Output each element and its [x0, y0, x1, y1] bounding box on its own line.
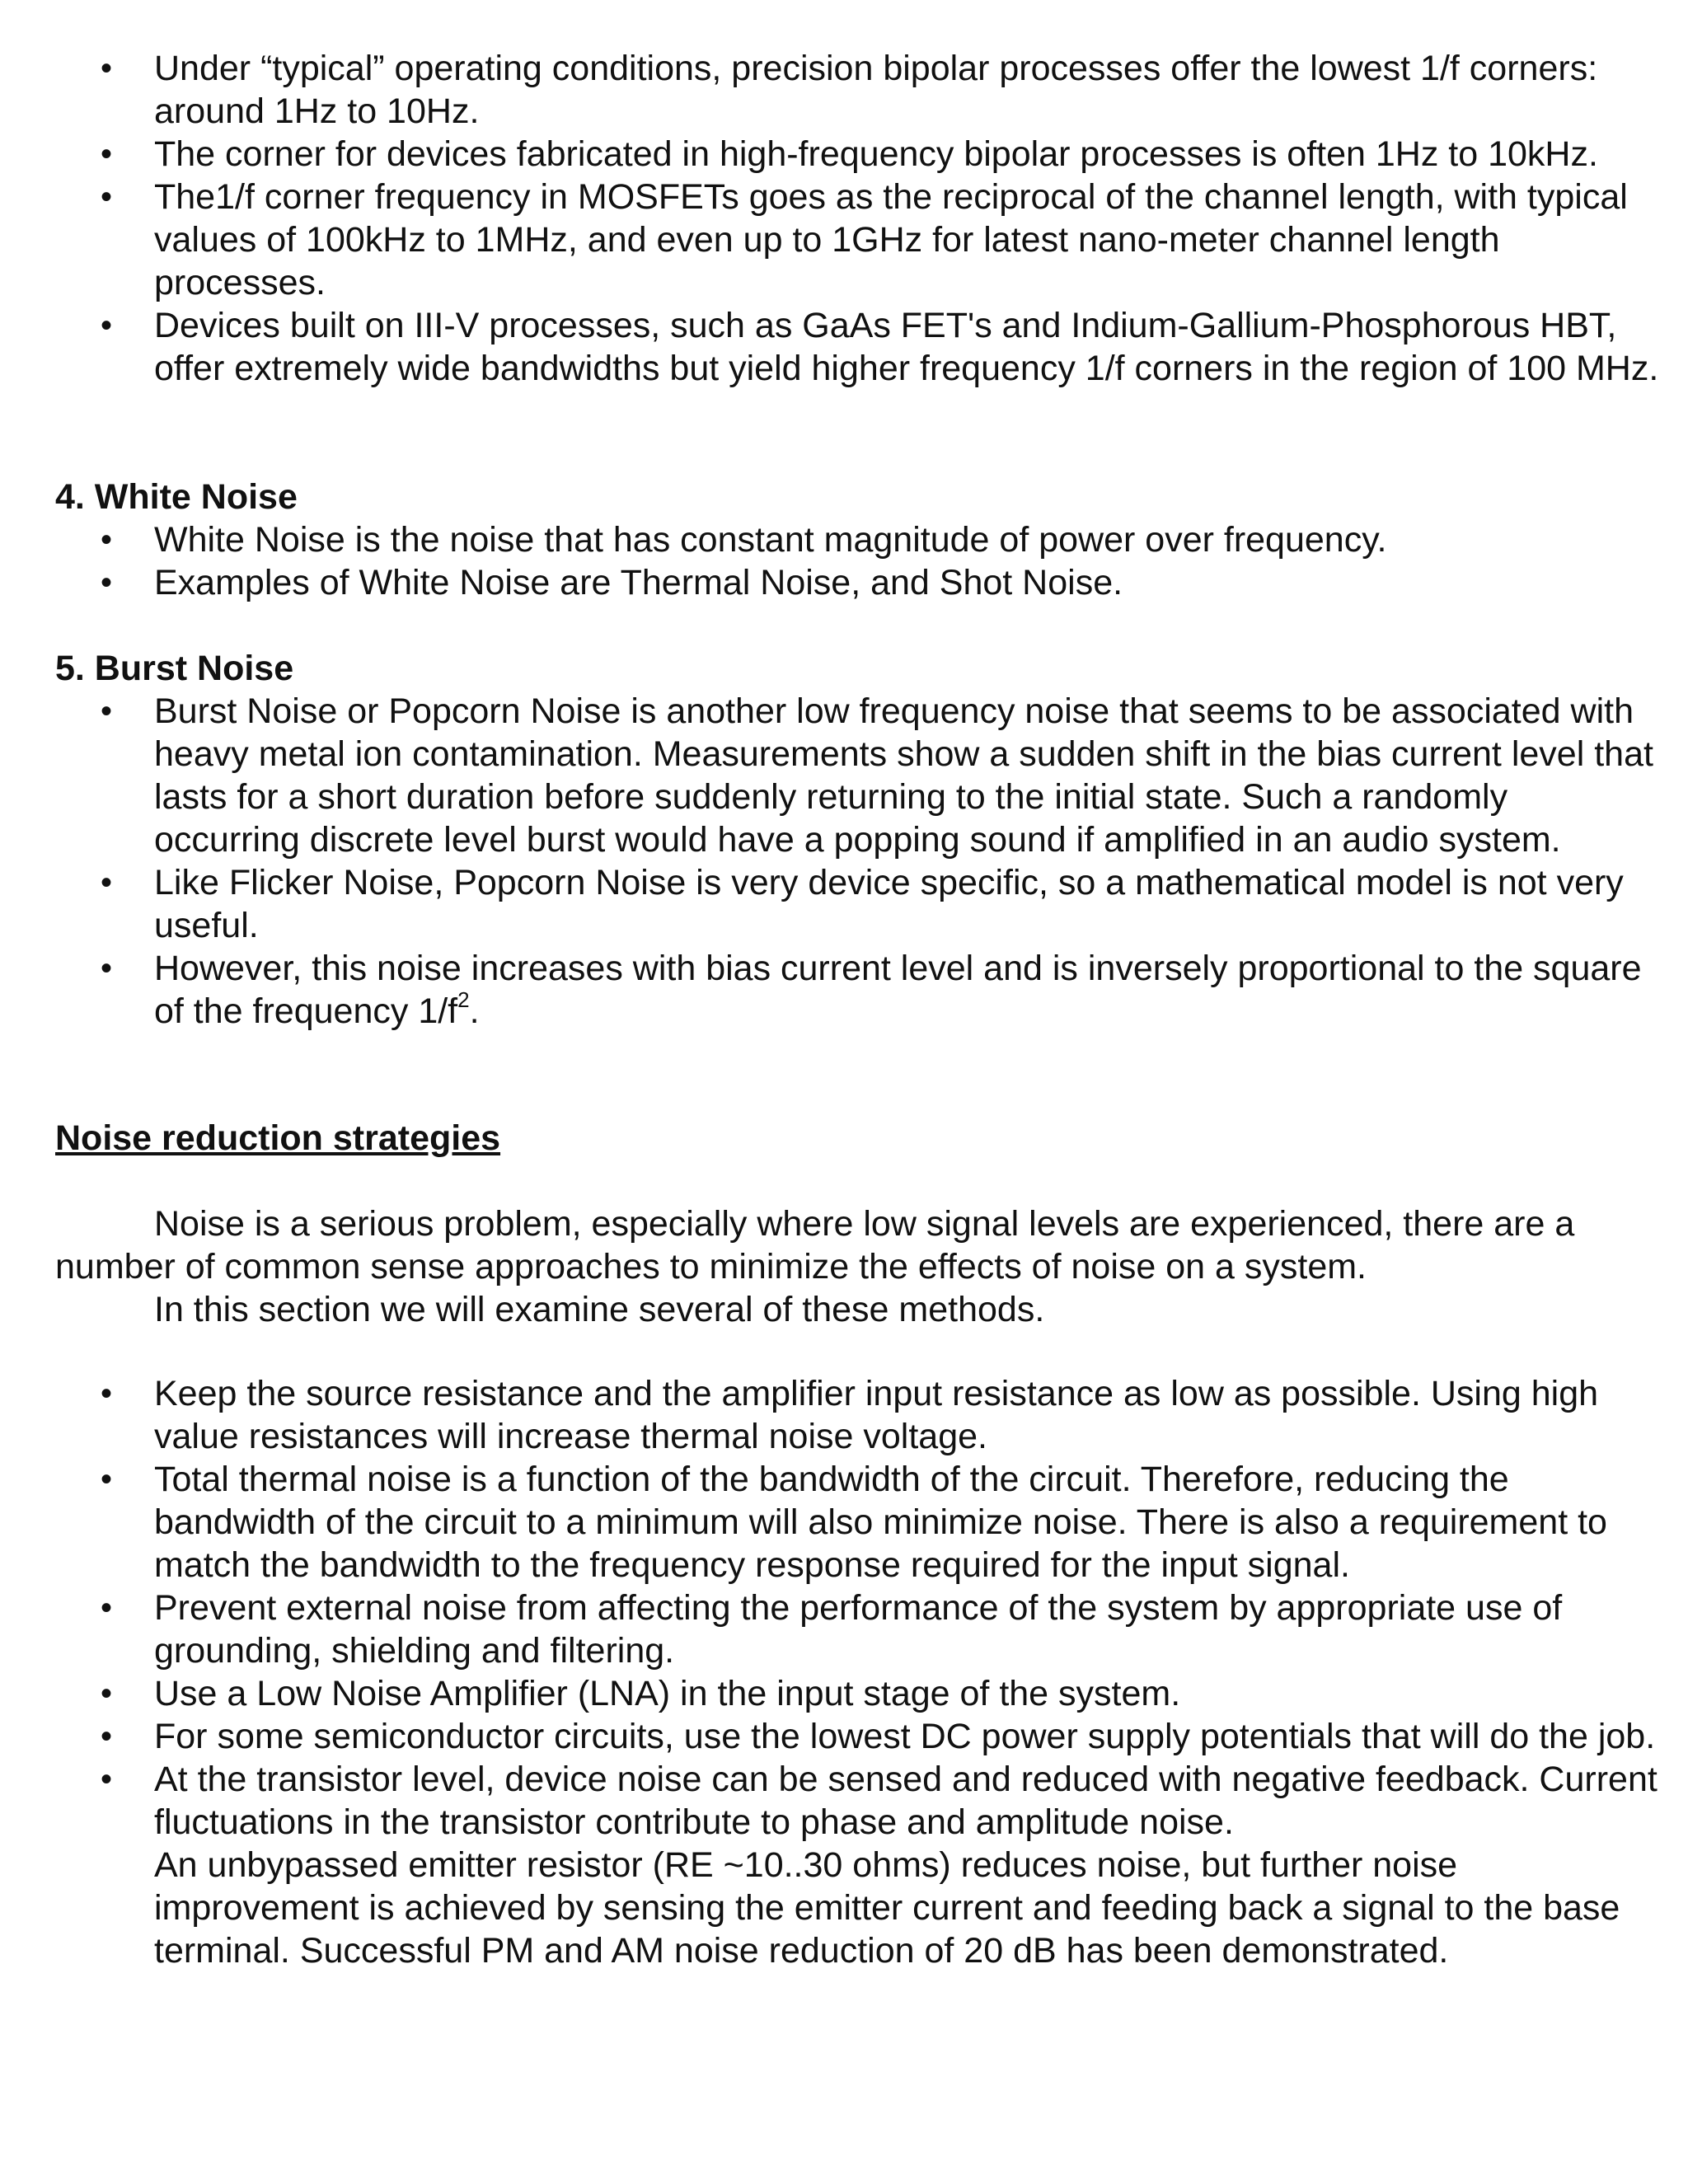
list-item: • For some semiconductor circuits, use the lowest DC power supply potentials that will do the job. [0, 1715, 1662, 1758]
list-item: • The corner for devices fabricated in high-frequency bipolar processes is often 1Hz to 10kHz. [0, 133, 1662, 176]
burst-noise-list [0, 690, 1688, 1033]
list-item: • Under “typical” operating conditions, precision bipolar processes offer the lowest 1/f corners: around 1Hz to 10Hz. [0, 47, 1662, 133]
list-item-text-continued: An unbypassed emitter resistor (RE ~10..30 ohms) reduces noise, but further noise improvement is achieved by sensing the emitter current and feeding back a signal to the base terminal. Successful PM and AM noise reduction of 20 dB has been demonstrated. [154, 1845, 1620, 1971]
list-item [0, 947, 1662, 1033]
list-item-tail: . [469, 991, 480, 1031]
list-item: • Prevent external noise from affecting the performance of the system by appropriate use of grounding, shielding and filtering. [0, 1586, 1662, 1672]
list-item: • The1/f corner frequency in MOSFETs goes as the reciprocal of the channel length, with typical values of 100kHz to 1MHz, and even up to 1GHz for latest nano-meter channel length processes. [0, 176, 1662, 304]
flicker-noise-list [0, 47, 1688, 390]
list-item: • Like Flicker Noise, Popcorn Noise is very device specific, so a mathematical model is not very useful. [0, 861, 1662, 947]
list-item-text: However, this noise increases with bias current level and is inversely proportional to the square of the frequency 1/f [154, 949, 1642, 1031]
intro-paragraph [55, 1202, 1654, 1288]
list-item: • Examples of White Noise are Thermal Noise, and Shot Noise. [0, 561, 1662, 604]
list-item: • White Noise is the noise that has constant magnitude of power over frequency. [0, 518, 1662, 561]
section-title: Noise reduction strategies [55, 1118, 501, 1158]
burst-noise-heading: 5. Burst Noise [55, 649, 294, 688]
list-item: • Keep the source resistance and the amplifier input resistance as low as possible. Using high value resistances will increase thermal noise voltage. [0, 1372, 1662, 1458]
list-item-text: • At the transistor level, device noise can be sensed and reduced with negative feedback. Current fluctuations in the transistor contribute to phase and amplitude noise. [154, 1760, 1658, 1842]
list-item: • Burst Noise or Popcorn Noise is another low frequency noise that seems to be associated with heavy metal ion contamination. Measurements show a sudden shift in the bias current level that lasts for a short duration before suddenly returning to the initial state. Such a randomly occurring discrete level burst would have a popping sound if amplified in an audio system. [0, 690, 1662, 861]
list-item [0, 1758, 1662, 1972]
intro-paragraph-2: In this section we will examine several of these methods. [154, 1290, 1045, 1329]
list-item: • Total thermal noise is a function of the bandwidth of the circuit. Therefore, reducing the bandwidth of the circuit to a minimum will also minimize noise. There is also a requirement to match the bandwidth to the frequency response required for the input signal. [0, 1458, 1662, 1586]
superscript-exponent: 2 [457, 987, 470, 1012]
white-noise-list [0, 518, 1688, 604]
list-item: • Devices built on III-V processes, such as GaAs FET's and Indium-Gallium-Phosphorous HBT, offer extremely wide bandwidths but yield higher frequency 1/f corners in the region of 100 MHz. [0, 304, 1662, 390]
intro-text: Noise is a serious problem, especially where low signal levels are experienced, there are a number of common sense approaches to minimize the effects of noise on a system. [55, 1204, 1575, 1286]
white-noise-heading: 4. White Noise [55, 477, 298, 517]
list-item: • Use a Low Noise Amplifier (LNA) in the input stage of the system. [0, 1672, 1662, 1715]
noise-reduction-list [0, 1372, 1688, 1972]
